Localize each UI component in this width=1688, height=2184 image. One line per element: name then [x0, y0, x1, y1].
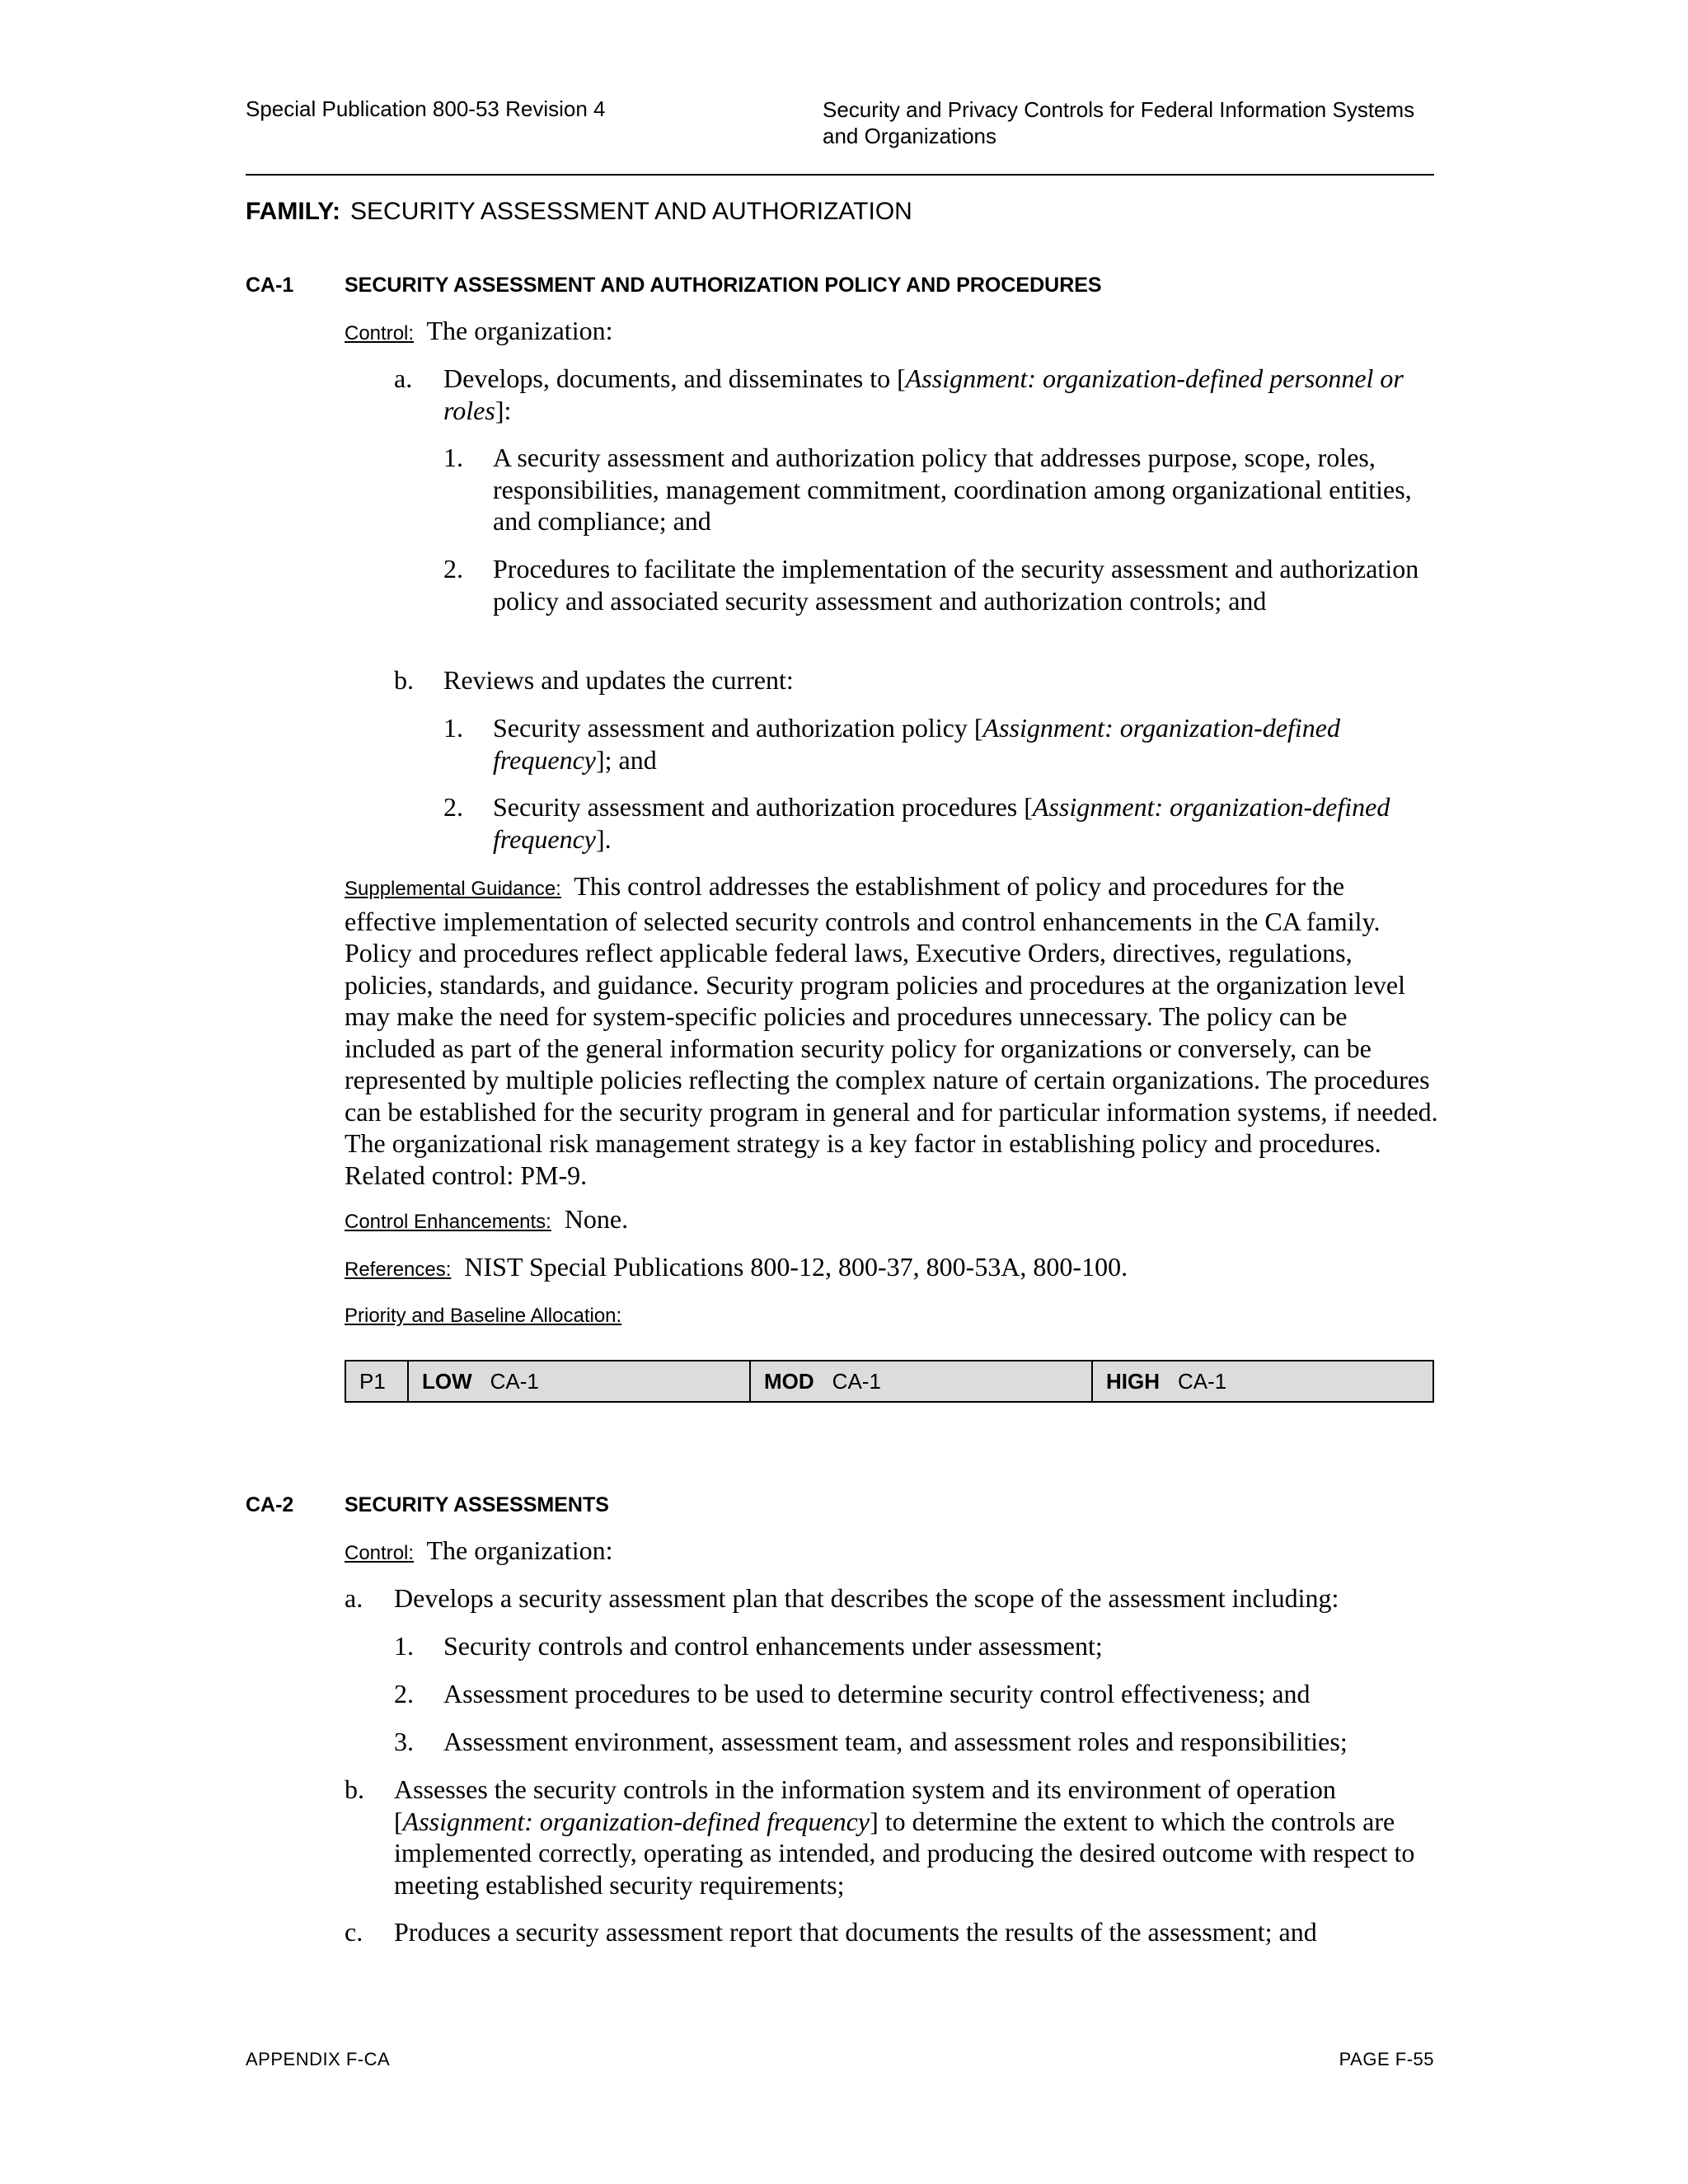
header-publication: Special Publication 800-53 Revision 4: [246, 96, 606, 121]
ca2-b-assignment: Assignment: organization-defined frequency: [402, 1806, 870, 1836]
family-label: FAMILY:: [246, 198, 341, 225]
ca1-b-text: Reviews and updates the current:: [443, 665, 794, 695]
ca1-a-marker: a.: [394, 363, 413, 393]
ca2-c-text: Produces a security assessment report that documents the results of the assessment; and: [394, 1917, 1317, 1947]
ca1-title: SECURITY ASSESSMENT AND AUTHORIZATION POLICY AND PROCEDURES: [345, 274, 1102, 297]
ca2-title: SECURITY ASSESSMENTS: [345, 1493, 609, 1516]
family-name: SECURITY ASSESSMENT AND AUTHORIZATION: [350, 198, 912, 225]
header-title: [823, 96, 1449, 149]
ca1-supplemental-guidance: Supplemental Guidance: This control addresses the establishment of policy and procedures for the effective implementation of selected security controls and control enhancements in the CA family. Policy and procedures reflect applicable federal laws, Executive Orders, directives, regulations, policies, standards, and guidance. Security program policies and procedures at the organization level may make the need for system-specific policies and procedures unnecessary. The policy can be included as part of the general information security policy for organizations or conversely, can be represented by multiple policies reflecting the complex nature of certain organizations. The procedures can be established for the security program in general and for particular information systems, if needed. The organizational risk management strategy is a key factor in establishing policy and procedures. Related control: PM-9.: [345, 871, 1438, 1190]
ca1-a-text: Develops, documents, and disseminates to [Assignment: organization-defined personnel or roles]:: [443, 363, 1404, 425]
header-divider: [246, 174, 1434, 176]
ca2-control: Control: The organization:: [345, 1535, 613, 1565]
ca1-a2-marker: 2.: [443, 554, 463, 583]
footer-appendix: APPENDIX F-CA: [246, 2049, 391, 2069]
ca1-b1-text: Security assessment and authorization policy [Assignment: organization-defined frequency]; and: [493, 713, 1340, 775]
ca1-supplemental-text: This control addresses the establishment of policy and procedures for the effective implementation of selected security controls and control enhancements in the CA family. Policy and procedures reflect applicable federal laws, Executive Orders, directives, regulations, policies, standards, and guidance. Security program policies and procedures at the organization level may make the need for system-specific policies and procedures unnecessary. The policy can be included as part of the general information security policy for organizations or conversely, can be represented by multiple policies reflecting the complex nature of certain organizations. The procedures can be established for the security program in general and for particular information systems, if needed. The organizational risk management strategy is a key factor in establishing policy and procedures. Related control: PM-9.: [345, 871, 1438, 1190]
ca1-control-intro: The organization:: [426, 316, 613, 345]
ca2-c-marker: c.: [345, 1917, 363, 1947]
ca1-priority-heading: Priority and Baseline Allocation:: [345, 1305, 622, 1327]
ca2-control-label: Control: [345, 1542, 409, 1564]
family-heading: [246, 198, 912, 226]
ca2-a3-text: Assessment environment, assessment team, and assessment roles and responsibilities;: [443, 1727, 1348, 1756]
ca1-a1-marker: 1.: [443, 443, 463, 472]
ca1-control-label: Control: [345, 322, 409, 344]
ca2-b-text: Assesses the security controls in the information system and its environment of operation [Assignment: organization-defined frequency] to determine the extent to which the controls are implemented correctly, operating as intended, and producing the desired outcome with respect to meeting established security requirements;: [394, 1774, 1415, 1900]
ca1-a1-text: A security assessment and authorization policy that addresses purpose, scope, roles, responsibilities, management commitment, coordination among organizational entities, and compliance; and: [493, 443, 1412, 536]
ca2-a1-marker: 1.: [394, 1631, 414, 1661]
ca1-id: CA-1: [246, 274, 294, 297]
header-title-line1: Security and Privacy Controls for Federal Information Systems: [823, 97, 1415, 122]
ca1-b1-assignment: Assignment: organization-defined frequency: [493, 713, 1340, 775]
ca1-b1-marker: 1.: [443, 713, 463, 743]
ca1-supplemental-label: Supplemental Guidance: [345, 878, 556, 900]
ca1-b2-assignment: Assignment: organization-defined frequency: [493, 792, 1390, 854]
ca2-b-marker: b.: [345, 1774, 364, 1804]
ca1-b-marker: b.: [394, 665, 414, 695]
ca2-a-marker: a.: [345, 1583, 363, 1613]
ca2-a2-marker: 2.: [394, 1679, 414, 1708]
ca2-a2-text: Assessment procedures to be used to determine security control effectiveness; and: [443, 1679, 1311, 1708]
footer-page-number: PAGE F-55: [1339, 2049, 1434, 2069]
ca2-id: CA-2: [246, 1493, 294, 1516]
baseline-high-cell: HIGH CA-1: [1106, 1368, 1227, 1394]
ca1-priority-label: Priority and Baseline Allocation: [345, 1305, 617, 1327]
ca2-a-text: Develops a security assessment plan that describes the scope of the assessment including:: [394, 1583, 1339, 1613]
priority-baseline-table: [345, 1360, 1434, 1403]
baseline-mod-cell: MOD CA-1: [751, 1361, 1093, 1401]
header-title-line2: and Organizations: [823, 124, 997, 148]
ca1-enhancements-text: None.: [564, 1204, 629, 1234]
ca1-control: Control: The organization:: [345, 316, 613, 345]
ca1-references: References: NIST Special Publications 800-12, 800-37, 800-53A, 800-100.: [345, 1252, 1128, 1282]
ca1-b2-marker: 2.: [443, 792, 463, 822]
ca1-references-label: References: [345, 1258, 446, 1281]
ca1-references-text: NIST Special Publications 800-12, 800-37, 800-53A, 800-100.: [464, 1252, 1128, 1282]
ca1-enhancements-label: Control Enhancements: [345, 1211, 546, 1233]
ca2-a3-marker: 3.: [394, 1727, 414, 1756]
ca2-control-intro: The organization:: [426, 1535, 613, 1565]
ca1-enhancements: Control Enhancements: None.: [345, 1204, 629, 1234]
priority-cell: P1: [346, 1361, 409, 1401]
ca1-a2-text: Procedures to facilitate the implementation of the security assessment and authorization policy and associated security assessment and authorization controls; and: [493, 554, 1419, 616]
baseline-low-cell: LOW CA-1: [409, 1361, 751, 1401]
ca1-b2-text: Security assessment and authorization procedures [Assignment: organization-defined frequency].: [493, 792, 1390, 854]
ca1-a-assignment: Assignment: organization-defined personnel or roles: [443, 363, 1404, 425]
ca2-a1-text: Security controls and control enhancements under assessment;: [443, 1631, 1103, 1661]
